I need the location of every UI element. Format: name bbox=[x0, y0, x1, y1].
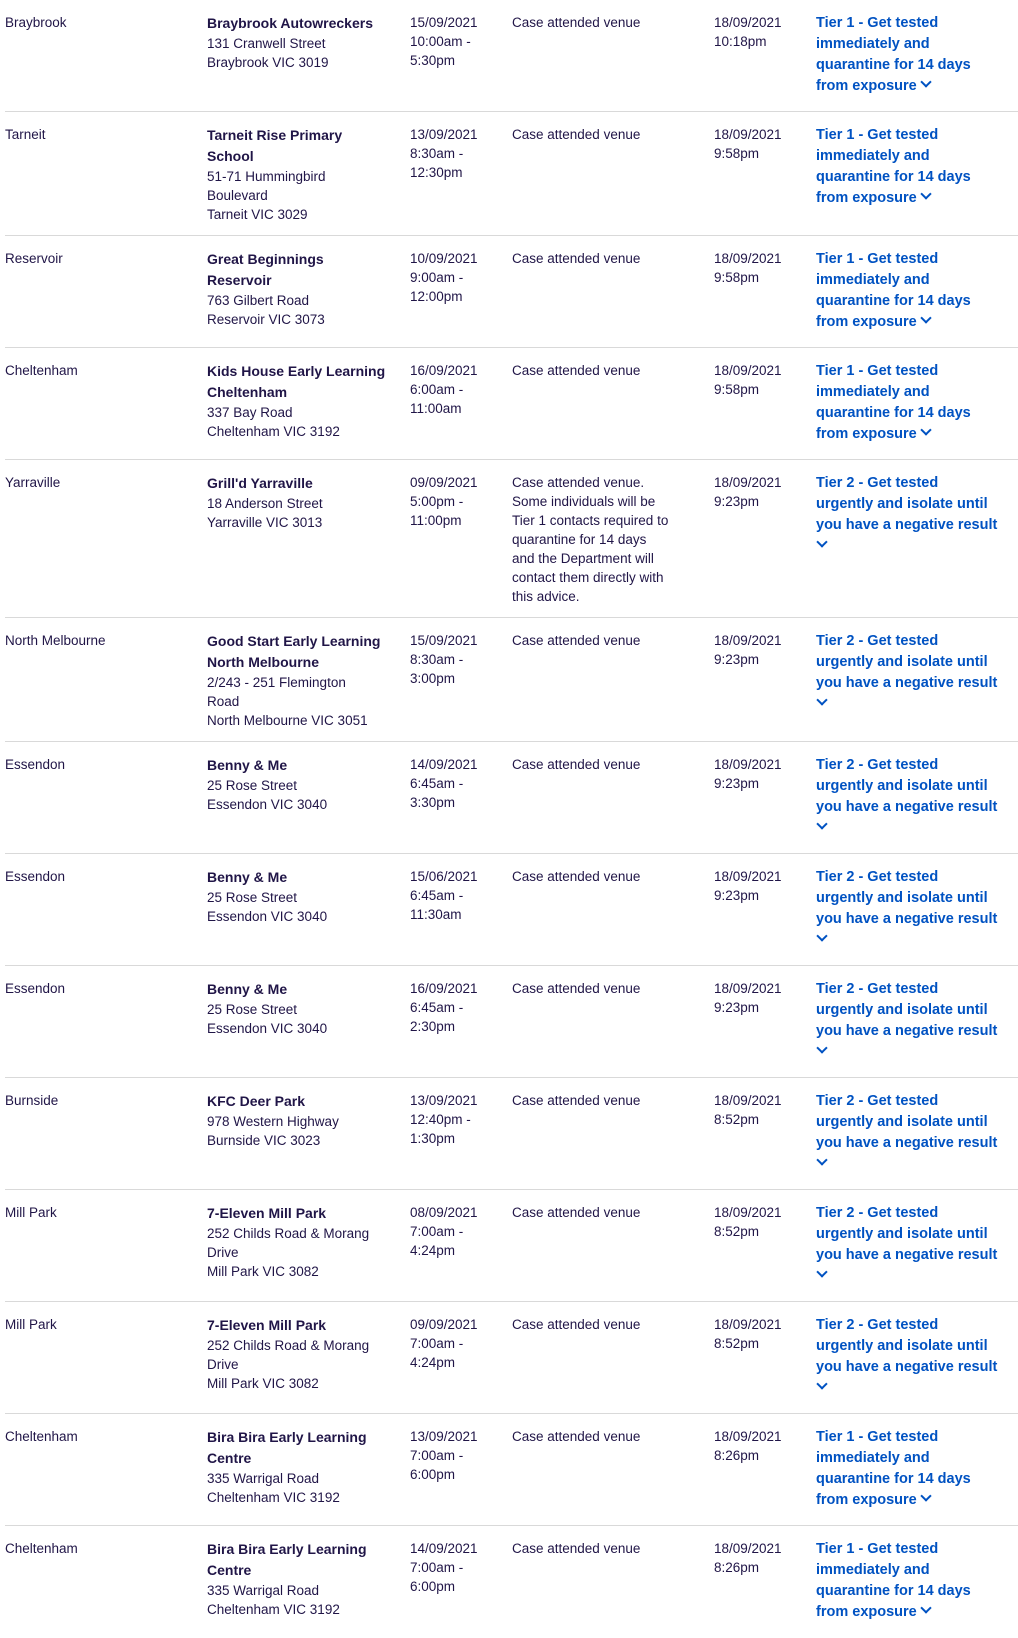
exposure-period-cell bbox=[410, 631, 500, 688]
health-advice-toggle[interactable] bbox=[816, 249, 1016, 333]
health-advice-toggle[interactable] bbox=[816, 13, 1016, 97]
table-row bbox=[0, 112, 1018, 236]
health-advice-text: Tier 2 - Get tested urgently and isolate until you have a negative result bbox=[816, 475, 998, 533]
added-date: 18/09/2021 bbox=[714, 981, 782, 996]
table-row bbox=[0, 1302, 1018, 1414]
table-row bbox=[0, 460, 1018, 618]
health-advice-text: Tier 2 - Get tested urgently and isolate until you have a negative result bbox=[816, 1205, 998, 1263]
site-cell bbox=[207, 249, 397, 329]
health-advice-toggle[interactable] bbox=[816, 1539, 1016, 1623]
exposure-period-cell bbox=[410, 979, 500, 1036]
added-time: 10:18pm bbox=[714, 34, 767, 49]
chevron-down-icon[interactable] bbox=[816, 1266, 827, 1277]
added-time: 8:52pm bbox=[714, 1224, 760, 1239]
health-advice-text: Tier 2 - Get tested urgently and isolate until you have a negative result bbox=[816, 1093, 998, 1151]
exposure-period-cell bbox=[410, 361, 500, 418]
exposure-period-cell bbox=[410, 473, 500, 530]
exposure-date: 14/09/2021 bbox=[410, 1541, 478, 1556]
added-time-cell bbox=[714, 1315, 809, 1353]
table-row bbox=[0, 742, 1018, 854]
site-name: 7-Eleven Mill Park bbox=[207, 1317, 327, 1333]
added-date: 18/09/2021 bbox=[714, 869, 782, 884]
exposure-period-cell bbox=[410, 249, 500, 306]
health-advice-toggle[interactable] bbox=[816, 979, 1016, 1052]
added-date: 18/09/2021 bbox=[714, 475, 782, 490]
chevron-down-icon[interactable] bbox=[816, 536, 827, 547]
table-row bbox=[0, 618, 1018, 742]
notes-cell: Case attended venue bbox=[512, 1317, 641, 1332]
site-name: Tarneit Rise Primary School bbox=[207, 127, 343, 164]
site-address: 25 Rose Street Essendon VIC 3040 bbox=[207, 1002, 328, 1036]
health-advice-link[interactable] bbox=[816, 1091, 1016, 1164]
notes-cell: Case attended venue bbox=[512, 757, 641, 772]
health-advice-text: Tier 1 - Get tested immediately and quarantine for 14 days from exposure bbox=[816, 1429, 971, 1508]
exposure-time: 6:00am - 11:00am bbox=[410, 382, 464, 416]
added-time: 9:23pm bbox=[714, 652, 760, 667]
chevron-down-icon[interactable] bbox=[816, 930, 827, 941]
site-name: Good Start Early Learning North Melbourne bbox=[207, 633, 381, 670]
health-advice-link[interactable] bbox=[816, 249, 1016, 333]
health-advice-link[interactable] bbox=[816, 361, 1016, 445]
site-cell bbox=[207, 1427, 397, 1507]
added-time-cell bbox=[714, 1203, 809, 1241]
site-name: Bira Bira Early Learning Centre bbox=[207, 1429, 367, 1466]
notes-cell: Case attended venue bbox=[512, 363, 641, 378]
health-advice-toggle[interactable] bbox=[816, 755, 1016, 828]
added-date: 18/09/2021 bbox=[714, 633, 782, 648]
exposure-period-cell bbox=[410, 1539, 500, 1596]
site-name: Great Beginnings Reservoir bbox=[207, 251, 324, 288]
added-time: 9:23pm bbox=[714, 888, 760, 903]
notes-cell: Case attended venue bbox=[512, 127, 641, 142]
health-advice-link[interactable] bbox=[816, 13, 1016, 97]
added-date: 18/09/2021 bbox=[714, 251, 782, 266]
health-advice-link[interactable] bbox=[816, 631, 1016, 704]
added-date: 18/09/2021 bbox=[714, 1093, 782, 1108]
site-name: Benny & Me bbox=[207, 757, 288, 773]
health-advice-text: Tier 2 - Get tested urgently and isolate until you have a negative result bbox=[816, 757, 998, 815]
site-address: 763 Gilbert Road Reservoir VIC 3073 bbox=[207, 293, 325, 327]
site-cell bbox=[207, 1091, 397, 1150]
notes-cell: Case attended venue bbox=[512, 869, 641, 884]
added-time-cell bbox=[714, 249, 809, 287]
health-advice-toggle[interactable] bbox=[816, 867, 1016, 940]
health-advice-link[interactable] bbox=[816, 1427, 1016, 1511]
notes-cell: Case attended venue bbox=[512, 1541, 641, 1556]
suburb-cell: Cheltenham bbox=[5, 363, 78, 378]
site-cell bbox=[207, 125, 397, 224]
site-cell bbox=[207, 1203, 397, 1281]
exposure-time: 8:30am - 12:30pm bbox=[410, 146, 464, 180]
exposure-time: 7:00am - 4:24pm bbox=[410, 1224, 464, 1258]
health-advice-text: Tier 1 - Get tested immediately and quarantine for 14 days from exposure bbox=[816, 363, 971, 442]
exposure-date: 10/09/2021 bbox=[410, 251, 478, 266]
health-advice-toggle[interactable] bbox=[816, 1315, 1016, 1388]
exposure-time: 6:45am - 3:30pm bbox=[410, 776, 464, 810]
suburb-cell: Reservoir bbox=[5, 251, 63, 266]
added-time-cell bbox=[714, 755, 809, 793]
suburb-cell: Essendon bbox=[5, 757, 66, 772]
site-name: KFC Deer Park bbox=[207, 1093, 306, 1109]
health-advice-link[interactable] bbox=[816, 473, 1016, 546]
site-cell bbox=[207, 361, 397, 441]
site-cell bbox=[207, 755, 397, 814]
notes-cell: Case attended venue bbox=[512, 15, 641, 30]
site-address: 978 Western Highway Burnside VIC 3023 bbox=[207, 1114, 339, 1148]
health-advice-link[interactable] bbox=[816, 125, 1016, 209]
exposure-time: 9:00am - 12:00pm bbox=[410, 270, 464, 304]
suburb-cell: Tarneit bbox=[5, 127, 46, 142]
added-time: 8:52pm bbox=[714, 1112, 760, 1127]
exposure-period-cell bbox=[410, 13, 500, 70]
site-address: 335 Warrigal Road Cheltenham VIC 3192 bbox=[207, 1471, 340, 1505]
added-date: 18/09/2021 bbox=[714, 757, 782, 772]
exposure-time: 7:00am - 6:00pm bbox=[410, 1448, 464, 1482]
notes-cell: Case attended venue. Some individuals will be Tier 1 contacts required to quarantine for 14 days and the Department will contact them directly with this advice. bbox=[512, 475, 669, 604]
health-advice-link[interactable] bbox=[816, 755, 1016, 828]
exposure-time: 12:40pm - 1:30pm bbox=[410, 1112, 471, 1146]
table-row bbox=[0, 966, 1018, 1078]
added-time: 9:23pm bbox=[714, 494, 760, 509]
health-advice-text: Tier 2 - Get tested urgently and isolate until you have a negative result bbox=[816, 633, 998, 691]
exposure-date: 15/06/2021 bbox=[410, 869, 478, 884]
notes-cell: Case attended venue bbox=[512, 1093, 641, 1108]
added-time: 9:58pm bbox=[714, 270, 760, 285]
added-date: 18/09/2021 bbox=[714, 1205, 782, 1220]
health-advice-link[interactable] bbox=[816, 979, 1016, 1052]
exposure-time: 5:00pm - 11:00pm bbox=[410, 494, 464, 528]
added-time-cell bbox=[714, 473, 809, 511]
site-address: 25 Rose Street Essendon VIC 3040 bbox=[207, 778, 328, 812]
table-row bbox=[0, 236, 1018, 348]
site-address: 337 Bay Road Cheltenham VIC 3192 bbox=[207, 405, 340, 439]
added-time-cell bbox=[714, 979, 809, 1017]
suburb-cell: Essendon bbox=[5, 981, 66, 996]
health-advice-link[interactable] bbox=[816, 1539, 1016, 1623]
exposure-date: 08/09/2021 bbox=[410, 1205, 478, 1220]
added-time: 8:26pm bbox=[714, 1560, 760, 1575]
site-cell bbox=[207, 631, 397, 730]
site-cell bbox=[207, 1315, 397, 1393]
chevron-down-icon[interactable] bbox=[920, 424, 931, 435]
added-date: 18/09/2021 bbox=[714, 1317, 782, 1332]
suburb-cell: Mill Park bbox=[5, 1205, 57, 1220]
site-name: Grill'd Yarraville bbox=[207, 475, 313, 491]
exposure-time: 6:45am - 2:30pm bbox=[410, 1000, 464, 1034]
health-advice-toggle[interactable] bbox=[816, 125, 1016, 209]
health-advice-text: Tier 1 - Get tested immediately and quarantine for 14 days from exposure bbox=[816, 15, 971, 94]
site-address: 51-71 Hummingbird Boulevard Tarneit VIC 3029 bbox=[207, 169, 326, 222]
notes-cell: Case attended venue bbox=[512, 633, 641, 648]
site-address: 18 Anderson Street Yarraville VIC 3013 bbox=[207, 496, 323, 530]
health-advice-link[interactable] bbox=[816, 1315, 1016, 1388]
notes-cell: Case attended venue bbox=[512, 1429, 641, 1444]
notes-cell: Case attended venue bbox=[512, 1205, 641, 1220]
added-time: 9:58pm bbox=[714, 146, 760, 161]
health-advice-text: Tier 2 - Get tested urgently and isolate until you have a negative result bbox=[816, 981, 998, 1039]
health-advice-text: Tier 1 - Get tested immediately and quarantine for 14 days from exposure bbox=[816, 251, 971, 330]
chevron-down-icon[interactable] bbox=[920, 188, 931, 199]
site-address: 252 Childs Road & Morang Drive Mill Park VIC 3082 bbox=[207, 1338, 370, 1391]
added-date: 18/09/2021 bbox=[714, 127, 782, 142]
exposure-period-cell bbox=[410, 1315, 500, 1372]
exposure-date: 14/09/2021 bbox=[410, 757, 478, 772]
health-advice-text: Tier 2 - Get tested urgently and isolate until you have a negative result bbox=[816, 1317, 998, 1375]
site-address: 25 Rose Street Essendon VIC 3040 bbox=[207, 890, 328, 924]
site-cell bbox=[207, 13, 397, 72]
exposure-time: 7:00am - 6:00pm bbox=[410, 1560, 464, 1594]
site-cell bbox=[207, 979, 397, 1038]
added-time-cell bbox=[714, 125, 809, 163]
suburb-cell: Mill Park bbox=[5, 1317, 57, 1332]
table-row bbox=[0, 1414, 1018, 1526]
site-cell bbox=[207, 473, 397, 532]
added-time-cell bbox=[714, 1091, 809, 1129]
exposure-date: 09/09/2021 bbox=[410, 1317, 478, 1332]
chevron-down-icon[interactable] bbox=[920, 76, 931, 87]
added-date: 18/09/2021 bbox=[714, 363, 782, 378]
exposure-period-cell bbox=[410, 1091, 500, 1148]
site-name: 7-Eleven Mill Park bbox=[207, 1205, 327, 1221]
site-address: 252 Childs Road & Morang Drive Mill Park VIC 3082 bbox=[207, 1226, 370, 1279]
suburb-cell: Yarraville bbox=[5, 475, 61, 490]
added-time-cell bbox=[714, 13, 809, 51]
exposure-time: 6:45am - 11:30am bbox=[410, 888, 464, 922]
added-date: 18/09/2021 bbox=[714, 1541, 782, 1556]
table-row bbox=[0, 854, 1018, 966]
site-cell bbox=[207, 867, 397, 926]
site-name: Braybrook Autowreckers bbox=[207, 15, 373, 31]
exposure-time: 10:00am - 5:30pm bbox=[410, 34, 471, 68]
exposure-period-cell bbox=[410, 125, 500, 182]
health-advice-link[interactable] bbox=[816, 1203, 1016, 1276]
suburb-cell: North Melbourne bbox=[5, 633, 106, 648]
exposure-period-cell bbox=[410, 755, 500, 812]
chevron-down-icon[interactable] bbox=[920, 1602, 931, 1613]
exposure-date: 09/09/2021 bbox=[410, 475, 478, 490]
table-row bbox=[0, 1190, 1018, 1302]
suburb-cell: Burnside bbox=[5, 1093, 59, 1108]
health-advice-toggle[interactable] bbox=[816, 631, 1016, 704]
chevron-down-icon[interactable] bbox=[816, 694, 827, 705]
health-advice-link[interactable] bbox=[816, 867, 1016, 940]
suburb-cell: Cheltenham bbox=[5, 1429, 78, 1444]
health-advice-text: Tier 2 - Get tested urgently and isolate until you have a negative result bbox=[816, 869, 998, 927]
exposure-period-cell bbox=[410, 1203, 500, 1260]
health-advice-toggle[interactable] bbox=[816, 361, 1016, 445]
exposure-date: 13/09/2021 bbox=[410, 1093, 478, 1108]
added-date: 18/09/2021 bbox=[714, 15, 782, 30]
health-advice-text: Tier 1 - Get tested immediately and quarantine for 14 days from exposure bbox=[816, 127, 971, 206]
chevron-down-icon[interactable] bbox=[920, 312, 931, 323]
table-row bbox=[0, 1526, 1018, 1638]
added-time-cell bbox=[714, 1539, 809, 1577]
suburb-cell: Essendon bbox=[5, 869, 66, 884]
added-time: 8:26pm bbox=[714, 1448, 760, 1463]
chevron-down-icon[interactable] bbox=[816, 1042, 827, 1053]
exposure-time: 7:00am - 4:24pm bbox=[410, 1336, 464, 1370]
added-date: 18/09/2021 bbox=[714, 1429, 782, 1444]
added-time-cell bbox=[714, 361, 809, 399]
added-time: 9:58pm bbox=[714, 382, 760, 397]
table-row bbox=[0, 348, 1018, 460]
added-time-cell bbox=[714, 867, 809, 905]
health-advice-toggle[interactable] bbox=[816, 1203, 1016, 1276]
exposure-period-cell bbox=[410, 1427, 500, 1484]
exposure-date: 15/09/2021 bbox=[410, 15, 478, 30]
table-row bbox=[0, 1078, 1018, 1190]
exposure-date: 15/09/2021 bbox=[410, 633, 478, 648]
health-advice-text: Tier 1 - Get tested immediately and quarantine for 14 days from exposure bbox=[816, 1541, 971, 1620]
notes-cell: Case attended venue bbox=[512, 251, 641, 266]
site-name: Benny & Me bbox=[207, 869, 288, 885]
chevron-down-icon[interactable] bbox=[816, 1154, 827, 1165]
site-address: 131 Cranwell Street Braybrook VIC 3019 bbox=[207, 36, 329, 70]
exposure-time: 8:30am - 3:00pm bbox=[410, 652, 464, 686]
site-address: 2/243 - 251 Flemington Road North Melbourne VIC 3051 bbox=[207, 675, 368, 728]
suburb-cell: Cheltenham bbox=[5, 1541, 78, 1556]
health-advice-toggle[interactable] bbox=[816, 1427, 1016, 1511]
added-time: 8:52pm bbox=[714, 1336, 760, 1351]
exposure-date: 16/09/2021 bbox=[410, 981, 478, 996]
added-time-cell bbox=[714, 631, 809, 669]
suburb-cell: Braybrook bbox=[5, 15, 67, 30]
chevron-down-icon[interactable] bbox=[920, 1490, 931, 1501]
added-time-cell bbox=[714, 1427, 809, 1465]
table-row bbox=[0, 0, 1018, 112]
added-time: 9:23pm bbox=[714, 1000, 760, 1015]
health-advice-toggle[interactable] bbox=[816, 1091, 1016, 1164]
site-name: Bira Bira Early Learning Centre bbox=[207, 1541, 367, 1578]
exposure-date: 13/09/2021 bbox=[410, 127, 478, 142]
site-cell bbox=[207, 1539, 397, 1619]
exposure-period-cell bbox=[410, 867, 500, 924]
chevron-down-icon[interactable] bbox=[816, 1378, 827, 1389]
health-advice-toggle[interactable] bbox=[816, 473, 1016, 546]
site-name: Kids House Early Learning Cheltenham bbox=[207, 363, 386, 400]
chevron-down-icon[interactable] bbox=[816, 818, 827, 829]
site-name: Benny & Me bbox=[207, 981, 288, 997]
added-time: 9:23pm bbox=[714, 776, 760, 791]
exposure-date: 16/09/2021 bbox=[410, 363, 478, 378]
notes-cell: Case attended venue bbox=[512, 981, 641, 996]
site-address: 335 Warrigal Road Cheltenham VIC 3192 bbox=[207, 1583, 340, 1617]
exposure-date: 13/09/2021 bbox=[410, 1429, 478, 1444]
